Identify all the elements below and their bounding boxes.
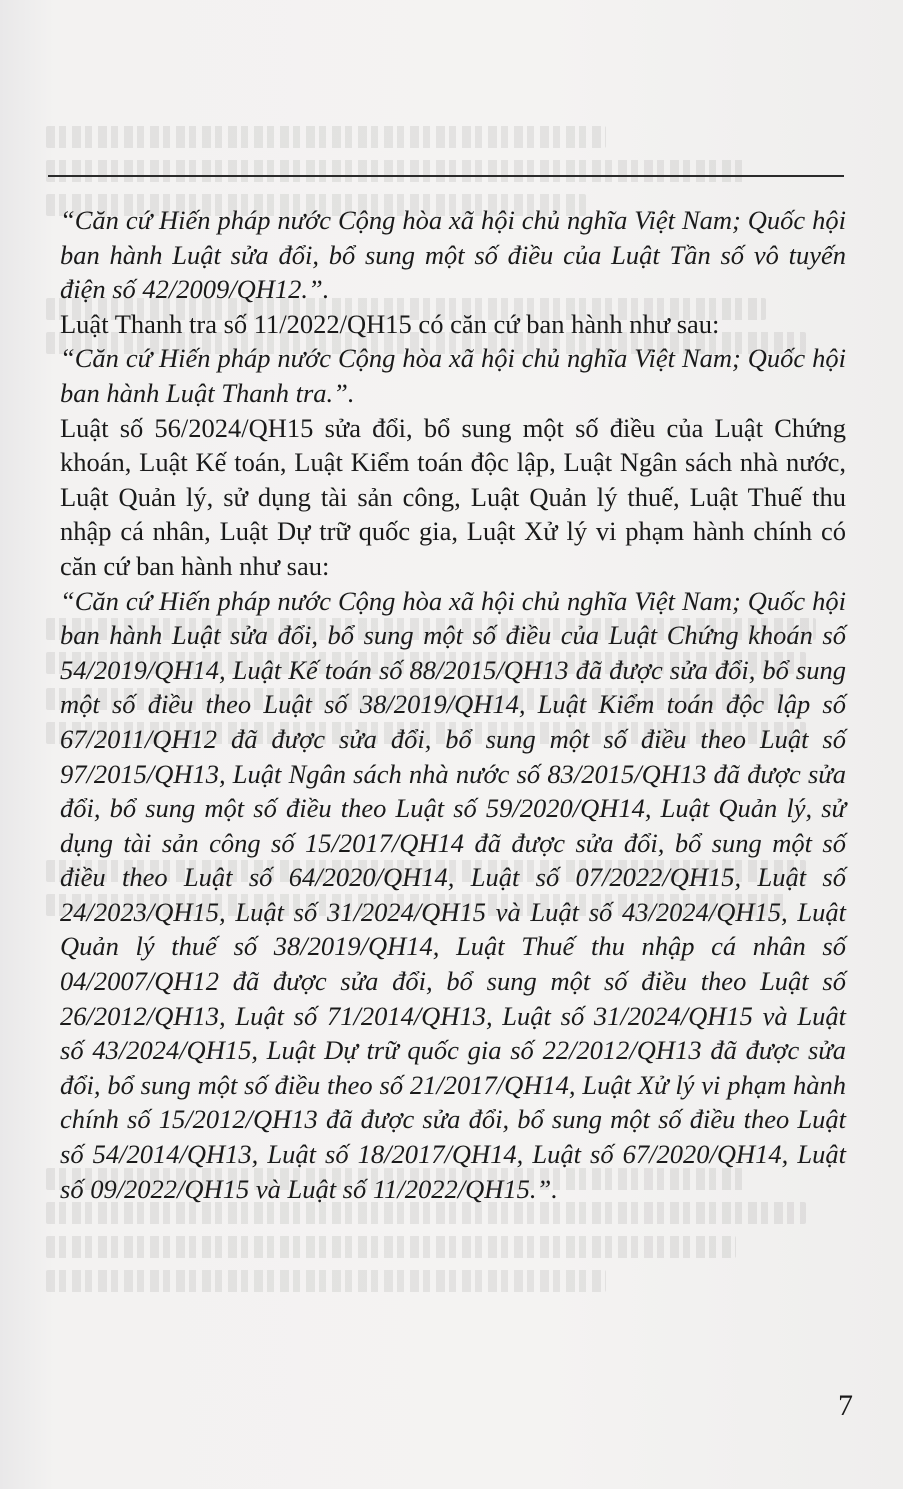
quoted-preamble-paragraph: “Căn cứ Hiến pháp nước Cộng hòa xã hội chủ nghĩa Việt Nam; Quốc hội ban hành Luật sửa đổi, bổ sung một số điều của Luật Tần số vô tuyến điện số 42/2009/QH12.”. bbox=[60, 205, 846, 305]
page-number: 7 bbox=[838, 1389, 853, 1422]
body-text bbox=[60, 203, 846, 1206]
law-intro-paragraph: Luật Thanh tra số 11/2022/QH15 có căn cứ ban hành như sau: bbox=[60, 308, 720, 339]
quoted-preamble-paragraph: “Căn cứ Hiến pháp nước Cộng hòa xã hội chủ nghĩa Việt Nam; Quốc hội ban hành Luật Thanh tra.”. bbox=[60, 343, 846, 408]
quoted-preamble-paragraph: “Căn cứ Hiến pháp nước Cộng hòa xã hội chủ nghĩa Việt Nam; Quốc hội ban hành Luật sửa đổi, bổ sung một số điều của Luật Chứng khoán số 54/2019/QH14, Luật Kế toán số 88/2015/QH13 đã được sửa đổi, bổ sung một số điều theo Luật số 38/2019/QH14, Luật Kiểm toán độc lập số 67/2011/QH12 đã được sửa đổi, bổ sung một số điều theo Luật số 97/2015/QH13, Luật Ngân sách nhà nước số 83/2015/QH13 đã được sửa đổi, bổ sung một số điều theo Luật số 59/2020/QH14, Luật Quản lý, sử dụng tài sản công số 15/2017/QH14 đã được sửa đổi, bổ sung một số điều theo Luật số 64/2020/QH14, Luật số 07/2022/QH15, Luật số 24/2023/QH15, Luật số 31/2024/QH15 và Luật số 43/2024/QH15, Luật Quản lý thuế số 38/2019/QH14, Luật Thuế thu nhập cá nhân số 04/2007/QH12 đã được sửa đổi, bổ sung một số điều theo Luật số 26/2012/QH13, Luật số 71/2014/QH13, Luật số 31/2024/QH15 và Luật số 43/2024/QH15, Luật Dự trữ quốc gia số 22/2012/QH13 đã được sửa đổi, bổ sung một số điều theo số 21/2017/QH14, Luật Xử lý vi phạm hành chính số 15/2012/QH13 đã được sửa đổi, bổ sung một số điều theo Luật số 54/2014/QH13, Luật số 18/2017/QH14, Luật số 67/2020/QH14, Luật số 09/2022/QH15 và Luật số 11/2022/QH15.”. bbox=[60, 585, 846, 1204]
law-intro-paragraph: Luật số 56/2024/QH15 sửa đổi, bổ sung một số điều của Luật Chứng khoán, Luật Kế toán, Luật Kiểm toán độc lập, Luật Ngân sách nhà nước, Luật Quản lý, sử dụng tài sản công, Luật Quản lý thuế, Luật Thuế thu nhập cá nhân, Luật Dự trữ quốc gia, Luật Xử lý vi phạm hành chính có căn cứ ban hành như sau: bbox=[60, 412, 846, 581]
header-rule bbox=[48, 175, 844, 177]
